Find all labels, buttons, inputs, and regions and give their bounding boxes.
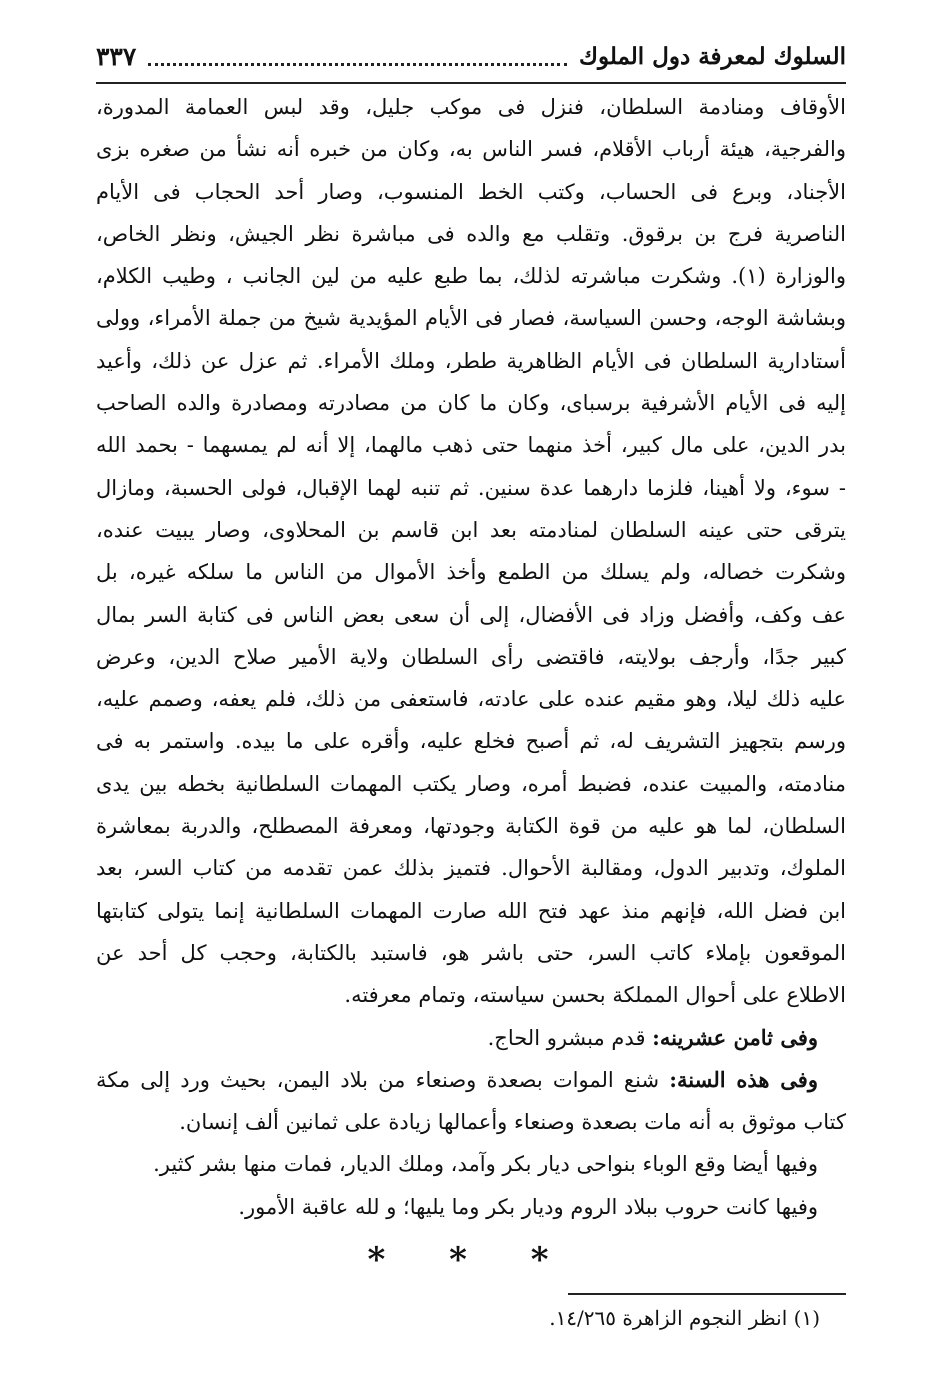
text-line: والوزارة (١). وشكرت مباشرته لذلك، بما طبع عليه من لين الجانب ، وطيب الكلام، (96, 264, 846, 289)
text-line: وبشاشة الوجه، وحسن السياسة، فصار فى الأيام المؤيدية شيخ من جملة الأمراء، وولى (96, 306, 846, 331)
text-line: بدر الدين، على مال كبير، أخذ منهما حتى ذهب مالهما، إلا أنه لم يمسهما - بحمد الله (96, 433, 846, 458)
entry-plague (96, 1059, 846, 1144)
text-line: وشكرت خصاله، ولم يسلك من الطمع وأخذ الأموال من الناس ما سلكه غيره، بل (96, 560, 846, 585)
text-line (96, 1017, 818, 1059)
text-line: الاطلاع على أحوال المملكة بحسن سياسته، وتمام معرفته. (344, 983, 846, 1008)
entry-wabaa (96, 1143, 846, 1185)
entry-date-lead: وفى هذه السنة: (669, 1066, 818, 1092)
text-line (96, 1059, 818, 1101)
entry-pilgrims (96, 1017, 846, 1059)
text-line: كتاب موثوق به أنه مات بصعدة وصنعاء وأعمالها زيادة على ثمانين ألف إنسان. (179, 1110, 846, 1135)
text-line: - سوء، ولا أهينا، فلزما دارهما عدة سنين. ثم تنبه لهما الإقبال، فولى الحسبة، ومازال (96, 475, 846, 500)
text-line: الأجناد، وبرع فى الحساب، وكتب الخط المنسوب، وصار أحد الحجاب فى الأيام (96, 179, 846, 204)
entry-text: شنع الموات بصعدة وصنعاء من بلاد اليمن، بحيث ورد إلى مكة (96, 1067, 670, 1092)
footnote-rule (568, 1293, 846, 1295)
section-separator: * * * (367, 1240, 575, 1280)
text-line: الموقعون بإملاء كاتب السر، حتى باشر هو، فاستبد بالكتابة، وحجب كل أحد عن (96, 940, 846, 965)
text-line: والفرجية، هيئة أرباب الأقلام، فسر الناس به، وكان من خبره أنه نشأ من صغره بزى (96, 137, 846, 162)
text-line: ورسم بتجهيز التشريف له، ثم أصبح فخلع عليه، وأقره على ما بيده. واستمر به فى (96, 729, 846, 754)
running-header (96, 34, 846, 78)
footnote: (١) انظر النجوم الزاهرة ١٤/٢٦٥. (549, 1306, 820, 1330)
text-line: يترقى حتى عينه السلطان لمنادمته بعد ابن قاسم بن المحلاوى، وصار يبيت عنده، (96, 517, 846, 542)
text-line: عليه ذلك ليلا، وهو مقيم عنده على عادته، فاستعفى من ذلك، فلم يعفه، وصمم عليه، (96, 687, 846, 712)
entry-wars (96, 1186, 846, 1228)
text-line: عف وكف، وأفضل وزاد فى الأفضال، إلى أن سعى بعض الناس فى كتابة السر بمال (96, 602, 846, 627)
text-line: الأوقاف ومنادمة السلطان، فنزل فى موكب جليل، وقد لبس العمامة المدورة، (96, 95, 846, 119)
text-line: وفيها أيضا وقع الوباء بنواحى ديار بكر وآمد، وملك الديار، فمات منها بشر كثير. (153, 1152, 818, 1177)
text-line: منادمته، والمبيت عنده، فضبط أمره، وصار يكتب المهمات السلطانية بخطه بين يدى (96, 771, 846, 796)
body-text (96, 86, 846, 1228)
text-line: إليه فى الأيام الأشرفية برسباى، وكان ما كان من مصادرته ومصادرة والده الصاحب (96, 391, 846, 416)
text-line: الملوك، وتدبير الدول، ومقالبة الأحوال. فتميز بذلك عمن تقدمه من كتاب السر، بعد (96, 856, 846, 881)
text-line: أستادارية السلطان فى الأيام الظاهرية ططر، وملك الأمراء. ثم عزل عن ذلك، وأعيد (96, 348, 846, 373)
header-leader-dots (148, 59, 567, 66)
text-line: كبير جدًا، وأرجف بولايته، فاقتضى رأى السلطان ولاية الأمير صلاح الدين، وعرض (96, 644, 846, 669)
page-number: ٣٣٧ (96, 41, 137, 71)
text-line: ابن فضل الله، فإنهم منذ عهد فتح الله صارت المهمات السلطانية إنما يتولى كتابتها (96, 898, 846, 923)
book-title: السلوك لمعرفة دول الملوك (578, 42, 846, 70)
entry-date-lead: وفى ثامن عشرينه: (652, 1024, 818, 1050)
header-rule (96, 82, 846, 84)
text-line: السلطان، لما هو عليه من قوة الكتابة وجودتها، ومعرفة المصطلح، والدربة بمعاشرة (96, 814, 846, 839)
text-line: الناصرية فرج بن برقوق. وتقلب مع والده فى مباشرة نظر الجيش، ونظر الخاص، (96, 221, 846, 246)
main-paragraph (96, 86, 846, 1017)
entry-text: قدم مبشرو الحاج. (487, 1025, 653, 1050)
text-line: وفيها كانت حروب ببلاد الروم وديار بكر وما يليها؛ و لله عاقبة الأمور. (238, 1194, 818, 1219)
